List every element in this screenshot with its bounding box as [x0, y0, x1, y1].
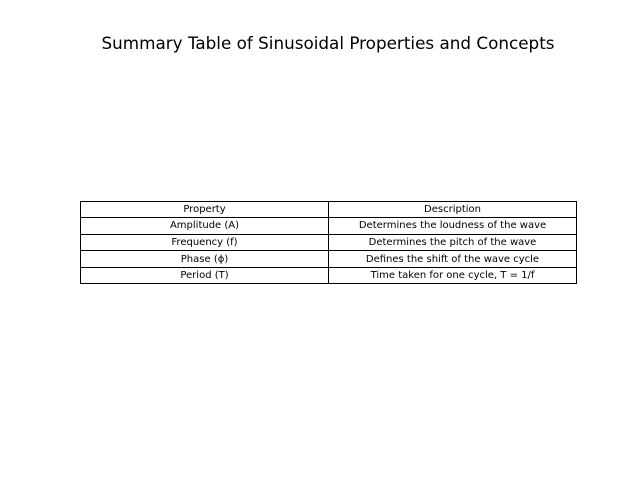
table-cell-description: Determines the pitch of the wave [329, 234, 577, 251]
table-body [81, 201, 577, 284]
chart-title: Summary Table of Sinusoidal Properties and Concepts [101, 33, 555, 53]
table-cell-property: Period (T) [81, 267, 329, 284]
summary-table [80, 201, 577, 285]
table-cell-description: Time taken for one cycle, T = 1/f [329, 267, 577, 284]
table-cell-description: Determines the loudness of the wave [329, 218, 577, 235]
table-row [81, 218, 577, 235]
header-cell-property: Property [81, 201, 329, 218]
table-cell-property: Phase (ϕ) [81, 251, 329, 268]
table-row [81, 267, 577, 284]
header-cell-description: Description [329, 201, 577, 218]
table-cell-description: Defines the shift of the wave cycle [329, 251, 577, 268]
table-row [81, 234, 577, 251]
table-cell-property: Frequency (f) [81, 234, 329, 251]
table-cell-property: Amplitude (A) [81, 218, 329, 235]
table-header-row [81, 201, 577, 218]
table-row [81, 251, 577, 268]
